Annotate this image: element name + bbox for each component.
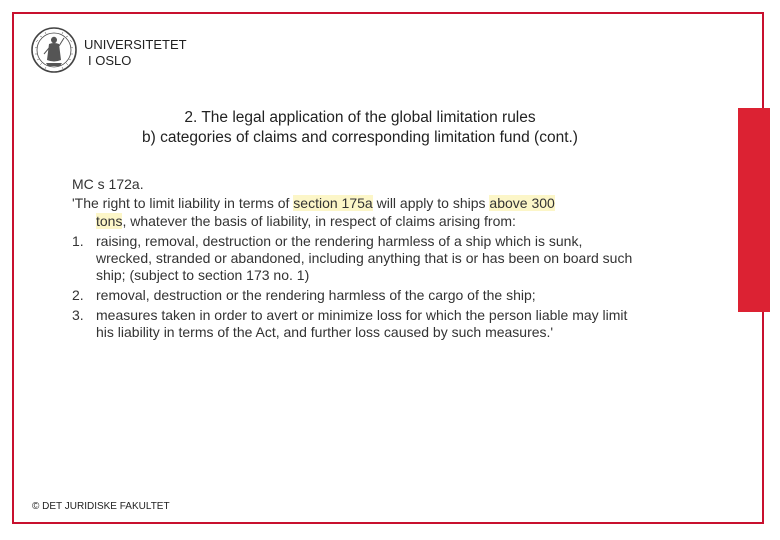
quote-intro bbox=[72, 194, 638, 230]
claims-list bbox=[72, 233, 638, 341]
quote-text-b: will apply to ships bbox=[372, 195, 490, 211]
list-item-text: raising, removal, destruction or the rendering harmless of a ship which is sunk, wrecked, stranded or abandoned, including anything that is or has been on board such ship; (subject to section 173 no. 1) bbox=[96, 233, 633, 283]
accent-bar bbox=[738, 108, 770, 312]
list-item-text: removal, destruction or the rendering harmless of the cargo of the ship; bbox=[96, 287, 536, 303]
footer-copyright: © DET JURIDISKE FAKULTET bbox=[32, 501, 170, 512]
seal-icon bbox=[30, 24, 78, 76]
list-item-number: 3. bbox=[72, 307, 84, 323]
university-name bbox=[84, 37, 187, 69]
list-item bbox=[72, 307, 638, 341]
university-name-line2: I OSLO bbox=[88, 53, 132, 68]
list-item bbox=[72, 287, 638, 304]
list-item-number: 2. bbox=[72, 287, 84, 303]
quote-text-a: 'The right to limit liability in terms of bbox=[72, 195, 294, 211]
highlight-tonnage-b: tons bbox=[96, 213, 123, 229]
highlight-tonnage-a: above 300 bbox=[489, 195, 555, 211]
slide-body bbox=[72, 174, 638, 341]
list-item-text: measures taken in order to avert or minimize loss for which the person liable may limit his liability in terms of the Act, and further loss caused by such measures.' bbox=[96, 307, 628, 340]
university-name-line1: UNIVERSITETET bbox=[84, 37, 187, 52]
list-item-number: 1. bbox=[72, 233, 84, 249]
list-item bbox=[72, 233, 638, 284]
highlight-section: section 175a bbox=[293, 195, 373, 211]
slide-title bbox=[60, 108, 660, 148]
quote-text-c: , whatever the basis of liability, in respect of claims arising from: bbox=[122, 213, 516, 229]
statute-reference: MC s 172a. bbox=[72, 176, 144, 192]
title-line1: 2. The legal application of the global limitation rules bbox=[184, 109, 536, 126]
title-line2: b) categories of claims and corresponding limitation fund (cont.) bbox=[142, 129, 578, 146]
